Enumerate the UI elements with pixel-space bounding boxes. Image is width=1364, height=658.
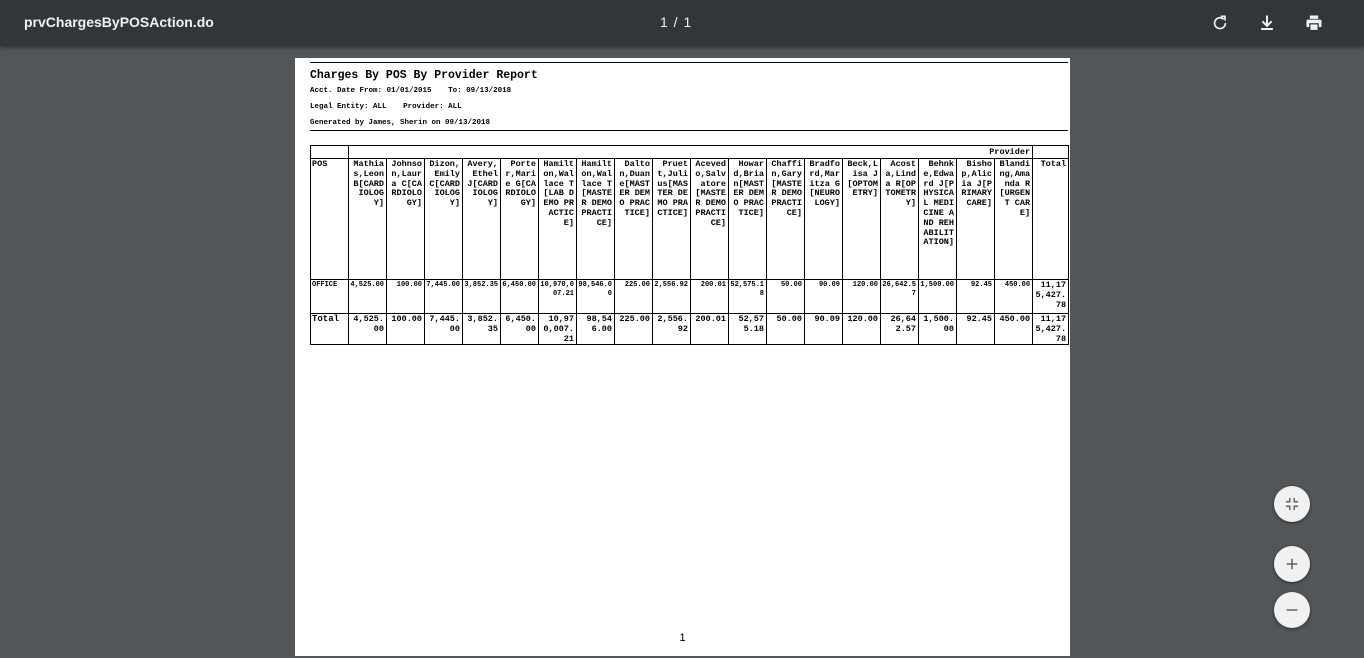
legal-entity: ALL xyxy=(373,103,387,111)
acct-date-from-label: Acct. Date From: xyxy=(310,87,383,95)
zoom-in-button[interactable] xyxy=(1274,546,1310,582)
provider-header: Behnke,Edward J[PHYSICAL MEDICINE AND REHABILITATION] xyxy=(919,159,957,280)
generated-by: Generated by James, Sherin on 09/13/2018 xyxy=(310,119,491,127)
provider-header: Avery,Ethel J[CARDIOLOGY] xyxy=(463,159,501,280)
download-icon xyxy=(1257,13,1277,33)
report-table xyxy=(310,145,1069,345)
pos-cell: OFFICE xyxy=(311,280,349,314)
blank-cell xyxy=(1033,146,1069,159)
row-total-cell: 11,175,427.78 xyxy=(1033,314,1069,345)
value-cell: 1,500.00 xyxy=(919,280,957,314)
zoom-out-icon xyxy=(1283,601,1301,619)
fit-page-icon xyxy=(1283,495,1301,513)
acct-date-from: 01/01/2015 xyxy=(386,87,432,95)
value-cell: 50.00 xyxy=(767,280,805,314)
value-cell: 52,575.18 xyxy=(729,280,767,314)
value-cell: 120.00 xyxy=(843,314,881,345)
table-row xyxy=(311,314,1069,345)
value-cell: 4,525.00 xyxy=(349,280,387,314)
value-cell: 2,556.92 xyxy=(653,314,691,345)
pos-header: POS xyxy=(311,159,349,280)
value-cell: 6,450.00 xyxy=(501,280,539,314)
zoom-in-icon xyxy=(1283,555,1301,573)
value-cell: 26,642.57 xyxy=(881,280,919,314)
provider-label: Provider: xyxy=(403,103,444,111)
to-label: To: xyxy=(448,87,462,95)
value-cell: 26,642.57 xyxy=(881,314,919,345)
value-cell: 3,852.35 xyxy=(463,314,501,345)
value-cell: 225.00 xyxy=(615,314,653,345)
provider-header: Hamilton,Wallace T[MASTER DEMO PRACTICE] xyxy=(577,159,615,280)
rotate-icon xyxy=(1210,13,1230,33)
print-icon xyxy=(1304,13,1324,33)
pdf-page xyxy=(295,58,1070,656)
value-cell: 1,500.00 xyxy=(919,314,957,345)
provider-value: ALL xyxy=(448,103,462,111)
value-cell: 98,546.00 xyxy=(577,280,615,314)
value-cell: 6,450.00 xyxy=(501,314,539,345)
fit-page-button[interactable] xyxy=(1274,486,1310,522)
value-cell: 50.00 xyxy=(767,314,805,345)
provider-header: Acosta,Linda R[OPTOMETRY] xyxy=(881,159,919,280)
value-cell: 98,546.00 xyxy=(577,314,615,345)
value-cell: 450.00 xyxy=(995,314,1033,345)
page-counter: 1 / 1 xyxy=(660,14,693,30)
pdf-toolbar xyxy=(0,0,1364,46)
provider-header: Blanding,Amanda R[URGENT CARE] xyxy=(995,159,1033,280)
value-cell: 52,575.18 xyxy=(729,314,767,345)
document-title: prvChargesByPOSAction.do xyxy=(24,14,214,30)
provider-header: Acevedo,Salvatore[MASTER DEMO PRACTICE] xyxy=(691,159,729,280)
value-cell: 100.00 xyxy=(387,280,425,314)
value-cell: 120.00 xyxy=(843,280,881,314)
value-cell: 225.00 xyxy=(615,280,653,314)
provider-header: Porter,Marie G[CARDIOLOGY] xyxy=(501,159,539,280)
top-rule xyxy=(310,62,1068,63)
value-cell: 10,970,007.21 xyxy=(539,314,577,345)
provider-group-row xyxy=(311,146,1069,159)
provider-header: Pruett,Julius[MASTER DEMO PRACTICE] xyxy=(653,159,691,280)
page-number: 1 xyxy=(679,632,686,644)
legal-entity-label: Legal Entity: xyxy=(310,103,369,111)
value-cell: 200.01 xyxy=(691,280,729,314)
value-cell: 2,556.92 xyxy=(653,280,691,314)
value-cell: 4,525.00 xyxy=(349,314,387,345)
download-button[interactable] xyxy=(1255,11,1279,35)
provider-group-header: Provider xyxy=(349,146,1033,159)
provider-header: Chaffin,Gary[MASTER DEMO PRACTICE] xyxy=(767,159,805,280)
table-row xyxy=(311,280,1069,314)
value-cell: 10,970,007.21 xyxy=(539,280,577,314)
provider-header: Bradford,Maritza G[NEUROLOGY] xyxy=(805,159,843,280)
value-cell: 450.00 xyxy=(995,280,1033,314)
rotate-button[interactable] xyxy=(1208,11,1232,35)
value-cell: 92.45 xyxy=(957,314,995,345)
acct-date-line xyxy=(310,87,511,95)
provider-header: Bishop,Alicia J[PRIMARY CARE] xyxy=(957,159,995,280)
value-cell: 92.45 xyxy=(957,280,995,314)
zoom-out-button[interactable] xyxy=(1274,592,1310,628)
blank-cell xyxy=(311,146,349,159)
provider-header: Mathias,Leon B[CARDIOLOGY] xyxy=(349,159,387,280)
pos-cell: Total xyxy=(311,314,349,345)
total-header: Total xyxy=(1033,159,1069,280)
header-row xyxy=(311,159,1069,280)
entity-line xyxy=(310,103,462,111)
value-cell: 200.01 xyxy=(691,314,729,345)
report-title: Charges By POS By Provider Report xyxy=(310,69,538,82)
row-total-cell: 11,175,427.78 xyxy=(1033,280,1069,314)
provider-header: Hamilton,Wallace T[LAB DEMO PRACTICE] xyxy=(539,159,577,280)
value-cell: 90.09 xyxy=(805,280,843,314)
to-date: 09/13/2018 xyxy=(466,87,512,95)
provider-header: Beck,Lisa J[OPTOMETRY] xyxy=(843,159,881,280)
value-cell: 7,445.00 xyxy=(425,280,463,314)
provider-header: Dizon,Emily C[CARDIOLOGY] xyxy=(425,159,463,280)
value-cell: 3,852.35 xyxy=(463,280,501,314)
print-button[interactable] xyxy=(1302,11,1326,35)
bottom-rule xyxy=(310,130,1068,131)
value-cell: 90.09 xyxy=(805,314,843,345)
value-cell: 7,445.00 xyxy=(425,314,463,345)
provider-header: Dalton,Duane[MASTER DEMO PRACTICE] xyxy=(615,159,653,280)
provider-header: Johnson,Laura C[CARDIOLOGY] xyxy=(387,159,425,280)
value-cell: 100.00 xyxy=(387,314,425,345)
provider-header: Howard,Brian[MASTER DEMO PRACTICE] xyxy=(729,159,767,280)
